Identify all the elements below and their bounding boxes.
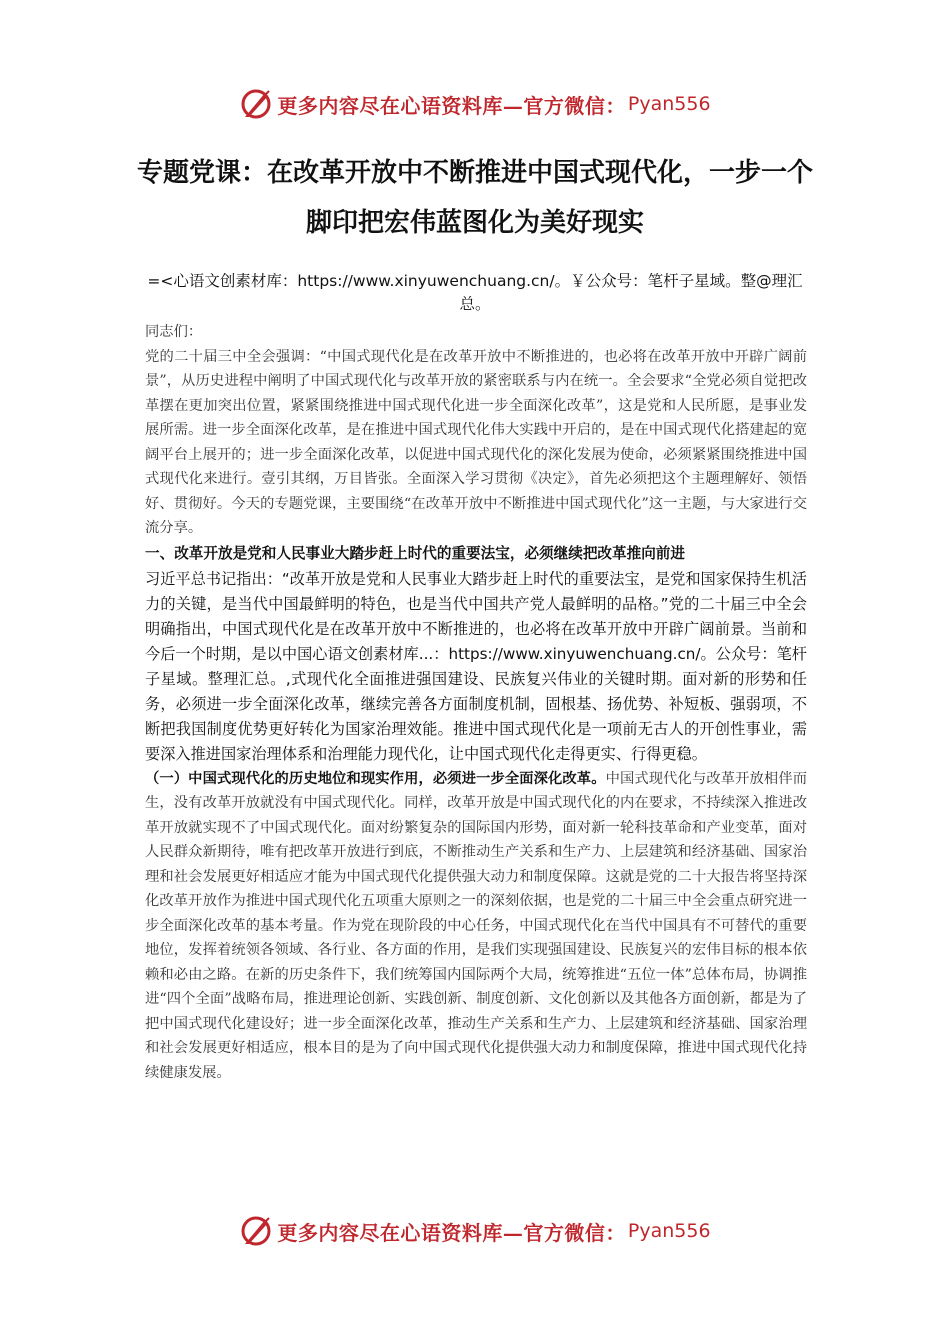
quill-logo-icon — [239, 87, 273, 121]
header-banner — [0, 84, 950, 124]
greeting: 同志们： — [145, 324, 203, 340]
banner-handle: Pyan556 — [627, 93, 711, 115]
intro-paragraph: 党的二十届三中全会强调：“中国式现代化是在改革开放中不断推进的，也必将在改革开放中开辟广阔前景”，从历史进程中阐明了中国式现代化与改革开放的紧密联系与内在统一。全会要求“全党必须自觉把改革摆在更加突出位置，紧紧围绕推进中国式现代化进一步全面深化改革”，这是党和人民所愿，是事业发展所需。进一步全面深化改革，是在推进中国式现代化伟大实践中开启的，是在中国式现代化搭建起的宽阔平台上展开的；进一步全面深化改革，以促进中国式现代化的深化发展为使命，必须紧紧围绕推进中国式现代化来进行。壹引其纲，万目皆张。全面深入学习贯彻《决定》，首先必须把这个主题理解好、领悟好、贯彻好。今天的专题党课，主要围绕“在改革开放中不断推进中国式现代化”这一主题，与大家进行交流分享。 — [145, 348, 807, 536]
banner-text: 更多内容尽在心语资料库—官方微信： — [277, 1220, 626, 1245]
section-body: 习近平总书记指出：“改革开放是党和人民事业大踏步赶上时代的重要法宝，是党和国家保持生机活力的关键，是当代中国最鲜明的特色，也是当代中国共产党人最鲜明的品格。”党的二十届三中全会明确指出，中国式现代化是在改革开放中不断推进的，也必将在改革开放中开辟广阔前景。当前和今后一个时期，是以中国心语文创素材库...：https://www.xinyuwenchuang.cn/。公众号：笔杆子星域。整理汇总。,式现代化全面推进强国建设、民族复兴伟业的关键时期。面对新的形势和任务，必须进一步全面深化改革，继续完善各方面制度机制，固根基、扬优势、补短板、强弱项，不断把我国制度优势更好转化为国家治理效能。推进中国式现代化是一项前无古人的开创性事业，需要深入推进国家治理体系和治理能力现代化，让中国式现代化走得更实、行得更稳。 — [145, 569, 807, 763]
quill-logo-icon — [239, 1214, 273, 1248]
subsection-body: 中国式现代化与改革开放相伴而生，没有改革开放就没有中国式现代化。同样，改革开放是中国式现代化的内在要求，不持续深入推进改革开放就实现不了中国式现代化。面对纷繁复杂的国际国内形势，面对新一轮科技革命和产业变革，面对人民群众新期待，唯有把改革开放进行到底，不断推动生产关系和生产力、上层建筑和经济基础、国家治理和社会发展更好相适应才能为中国式现代化提供强大动力和制度保障。这就是党的二十大报告将坚持深化改革开放作为推进中国式现代化五项重大原则之一的深刻依据，也是党的二十届三中全会重点研究进一步全面深化改革的基本考量。作为党在现阶段的中心任务，中国式现代化在当代中国具有不可替代的重要地位，发挥着统领各领域、各行业、各方面的作用，是我们实现强国建设、民族复兴的宏伟目标的根本依赖和必由之路。在新的历史条件下，我们统筹国内国际两个大局，统筹推进“五位一体”总体布局，协调推进“四个全面”战略布局，推进理论创新、实践创新、制度创新、文化创新以及其他各方面创新，都是为了把中国式现代化建设好；进一步全面深化改革，推动生产关系和生产力、上层建筑和经济基础、国家治理和社会发展更好相适应，根本目的是为了向中国式现代化提供强大动力和制度保障，推进中国式现代化持续健康发展。 — [145, 770, 808, 1081]
banner-text: 更多内容尽在心语资料库—官方微信： — [277, 93, 626, 118]
document-body — [145, 320, 807, 1085]
banner-handle: Pyan556 — [627, 1220, 711, 1242]
subsection-paragraph — [145, 767, 807, 1086]
subsection-heading: （一）中国式现代化的历史地位和现实作用，必须进一步全面深化改革。 — [145, 770, 606, 787]
footer-banner — [0, 1211, 950, 1251]
page-title: 专题党课：在改革开放中不断推进中国式现代化，一步一个脚印把宏伟蓝图化为美好现实 — [136, 158, 813, 238]
source-note: =<心语文创素材库：https://www.xinyuwenchuang.cn/。￥公众号：笔杆子星域。整@理汇总。 — [147, 272, 803, 313]
section-heading: 一、改革开放是党和人民事业大踏步赶上时代的重要法宝，必须继续把改革推向前进 — [145, 544, 685, 562]
